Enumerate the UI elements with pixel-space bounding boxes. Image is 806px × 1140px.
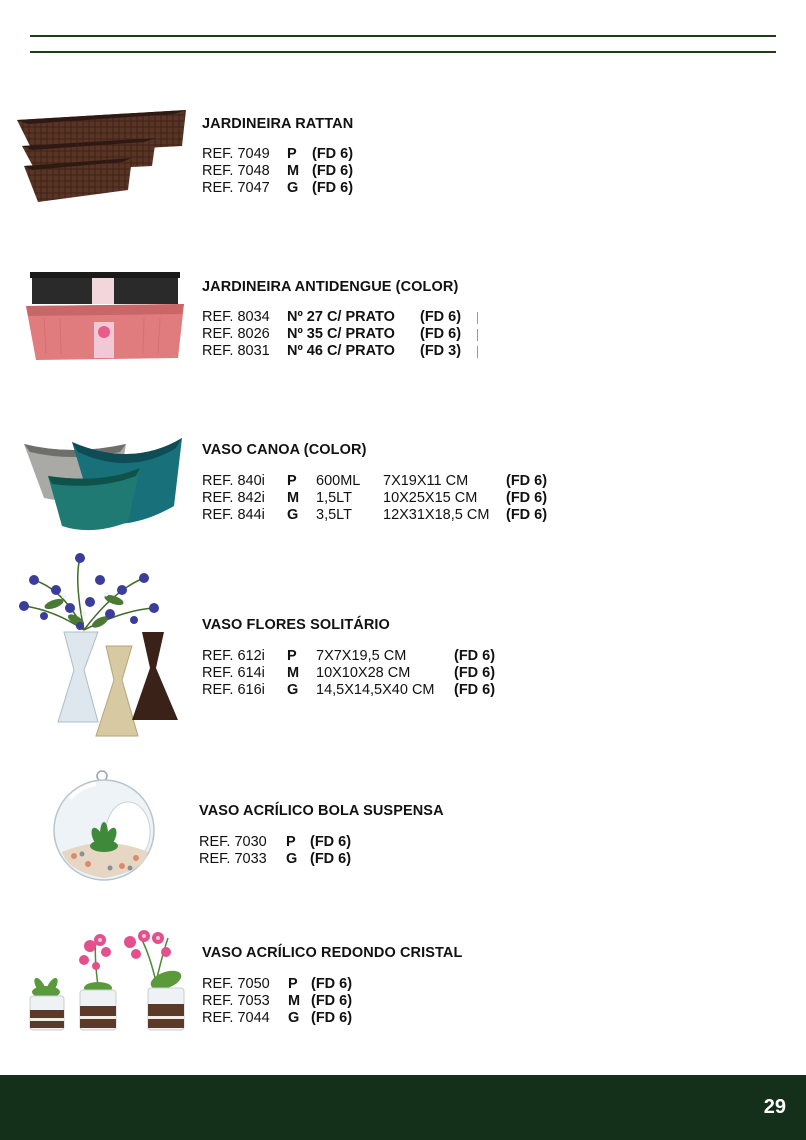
size-code: G — [286, 851, 298, 867]
size-code: G — [287, 682, 299, 698]
pack-qty: (FD 6) — [310, 851, 352, 867]
size-code: M — [288, 993, 301, 1009]
dimensions: 7X7X19,5 CM — [316, 648, 407, 664]
ref-code: REF. 7053 — [202, 993, 270, 1009]
column-divider — [477, 346, 478, 358]
volume: 1,5LT — [316, 490, 353, 506]
product-title: VASO ACRÍLICO BOLA SUSPENSA — [199, 803, 444, 819]
size-code: P — [288, 976, 298, 992]
ref-code: REF. 840i — [202, 473, 265, 489]
round-crystal-vase-image — [26, 926, 190, 1034]
rattan-planter-image — [14, 106, 189, 206]
ref-code: REF. 8026 — [202, 326, 270, 342]
footer-bar — [0, 1075, 806, 1140]
size-code: G — [287, 507, 299, 523]
size-code: Nº 35 C/ PRATO — [287, 326, 395, 342]
ref-code: REF. 7044 — [202, 1010, 270, 1026]
antidengue-planter-image — [24, 270, 186, 366]
size-code: P — [287, 473, 297, 489]
ref-code: REF. 7049 — [202, 146, 270, 162]
product-title: JARDINEIRA ANTIDENGUE (COLOR) — [202, 279, 459, 295]
flower-vase-image — [14, 550, 182, 742]
product-title: VASO FLORES SOLITÁRIO — [202, 617, 390, 633]
ref-code: REF. 7048 — [202, 163, 270, 179]
product-title: JARDINEIRA RATTAN — [202, 116, 354, 132]
page-number: 29 — [763, 1096, 786, 1118]
size-code: M — [287, 163, 300, 179]
ref-code: REF. 8031 — [202, 343, 270, 359]
pack-qty: (FD 6) — [312, 163, 354, 179]
column-divider — [477, 329, 478, 341]
size-code: Nº 27 C/ PRATO — [287, 309, 395, 325]
size-code: Nº 46 C/ PRATO — [287, 343, 395, 359]
volume: 600ML — [316, 473, 361, 489]
dimensions: 14,5X14,5X40 CM — [316, 682, 435, 698]
ref-code: REF. 7033 — [199, 851, 267, 867]
pack-qty: (FD 6) — [311, 976, 353, 992]
pack-qty: (FD 6) — [310, 834, 352, 850]
pack-qty: (FD 6) — [420, 326, 462, 342]
top-rule-1 — [30, 35, 776, 37]
ref-code: REF. 7047 — [202, 180, 270, 196]
product-title: VASO CANOA (COLOR) — [202, 442, 367, 458]
pack-qty: (FD 6) — [311, 1010, 353, 1026]
product-title: VASO ACRÍLICO REDONDO CRISTAL — [202, 945, 463, 961]
pack-qty: (FD 6) — [311, 993, 353, 1009]
pack-qty: (FD 6) — [312, 146, 354, 162]
canoe-vase-image — [22, 436, 184, 536]
size-code: M — [287, 665, 300, 681]
dimensions: 10X25X15 CM — [383, 490, 478, 506]
pack-qty: (FD 6) — [506, 490, 548, 506]
dimensions: 12X31X18,5 CM — [383, 507, 490, 523]
ref-code: REF. 7050 — [202, 976, 270, 992]
ref-code: REF. 614i — [202, 665, 265, 681]
pack-qty: (FD 6) — [454, 665, 496, 681]
volume: 3,5LT — [316, 507, 353, 523]
size-code: M — [287, 490, 300, 506]
pack-qty: (FD 6) — [506, 507, 548, 523]
column-divider — [477, 312, 478, 324]
top-rule-2 — [30, 51, 776, 53]
size-code: P — [287, 648, 297, 664]
pack-qty: (FD 6) — [420, 309, 462, 325]
pack-qty: (FD 6) — [454, 648, 496, 664]
ref-code: REF. 612i — [202, 648, 265, 664]
ref-code: REF. 842i — [202, 490, 265, 506]
size-code: P — [286, 834, 296, 850]
dimensions: 7X19X11 CM — [383, 473, 469, 489]
pack-qty: (FD 6) — [454, 682, 496, 698]
ref-code: REF. 7030 — [199, 834, 267, 850]
size-code: P — [287, 146, 297, 162]
pack-qty: (FD 3) — [420, 343, 462, 359]
dimensions: 10X10X28 CM — [316, 665, 411, 681]
pack-qty: (FD 6) — [312, 180, 354, 196]
ref-code: REF. 616i — [202, 682, 265, 698]
ref-code: REF. 8034 — [202, 309, 270, 325]
ref-code: REF. 844i — [202, 507, 265, 523]
pack-qty: (FD 6) — [506, 473, 548, 489]
size-code: G — [287, 180, 299, 196]
hanging-acrylic-ball-image — [52, 768, 162, 884]
size-code: G — [288, 1010, 300, 1026]
